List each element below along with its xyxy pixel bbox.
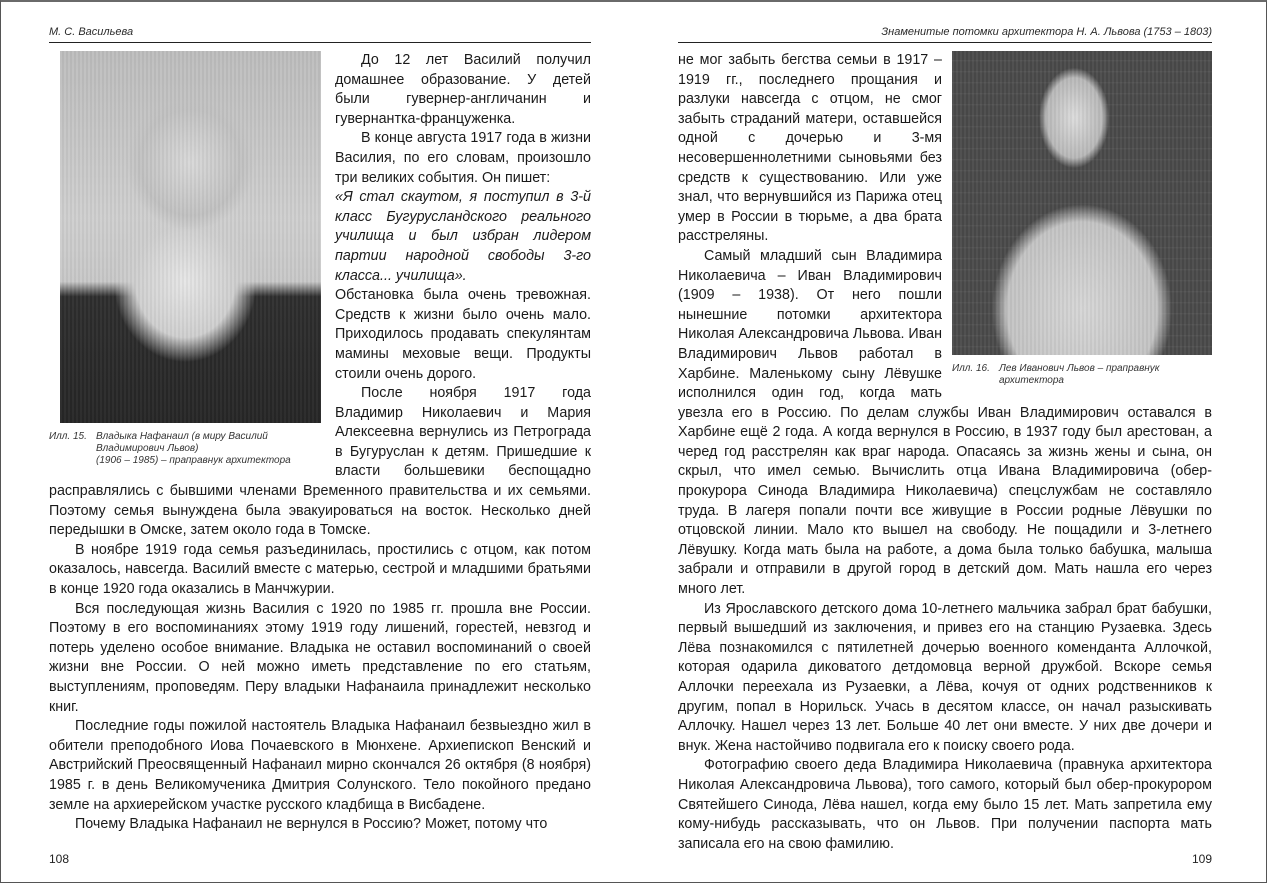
figure-15-caption bbox=[49, 431, 321, 467]
portrait-photo-nafanail bbox=[60, 51, 321, 423]
running-head-left: М. С. Васильева bbox=[49, 26, 591, 43]
quote-paragraph: «Я стал скаутом, я поступил в 3-й класс Бугурусландского реального училища и был избран лидером партии народной свободы 3-го класса... училища». bbox=[335, 189, 591, 284]
right-page-body bbox=[678, 51, 1212, 854]
paragraph: не мог забыть бегства семьи в 1917 – 1919 гг., последнего прощания и разлуки навсегда с отцом, не смог забыть страданий матери, оставшейся одной с дочерью и 3-мя несовершеннолетними сыновьями без средств к существованию. Или уже знал, что вернувшийся из Парижа отец умер в России в тюрьме, а два брата расстреляны. bbox=[678, 52, 942, 245]
figure-16-caption bbox=[952, 363, 1212, 387]
caption-line: Владыка Нафанаил (в миру Василий bbox=[96, 431, 268, 442]
figure-15 bbox=[49, 51, 321, 467]
left-page bbox=[49, 2, 591, 882]
caption-line: Лев Иванович Львов – праправнук bbox=[999, 363, 1160, 374]
page-number-right: 109 bbox=[1191, 852, 1212, 866]
paragraph: До 12 лет Василий получил домашнее образование. У детей были гувернер-англичанин и гувернантка-француженка. bbox=[335, 52, 591, 127]
paragraph: Почему Владыка Нафанаил не вернулся в Россию? Может, потому что bbox=[75, 816, 548, 833]
paragraph: В конце августа 1917 года в жизни Василия, по его словам, произошло три великих события. Он пишет: bbox=[335, 130, 591, 186]
paragraph: Вся последующая жизнь Василия с 1920 по 1985 гг. прошла вне России. Поэтому в его воспоминаниях этому 1919 году лишений, горестей, невзгод и потерь уделено особое внимание. Владыка не оставил воспоминаний о своей жизни вне России. О ней можно иметь представление по его статьям, выступлениям, проповедям. Перу владыки Нафанаила принадлежит несколько книг. bbox=[49, 600, 591, 715]
paragraph: В ноябре 1919 года семья разъединилась, простились с отцом, как потом оказалось, навсегда. Василий вместе с матерью, сестрой и младшими братьями в конце 1920 года оказались в Манчжурии. bbox=[49, 541, 591, 598]
left-page-body bbox=[49, 51, 591, 835]
paragraph: Самый младший сын Владимира Николаевича – Иван Владимирович (1909 – 1938). От него пошли нынешние потомки архитектора Николая Александровича Львова. Иван Владимирович Львов работал в Харбине. Маленькому сыну Лёвушке исполнился один год, когда мать увезла его в Россию. По делам службы Иван Владимирович оставался в Харбине ещё 2 года. А когда вернулся в Россию, в 1937 году был арестован, а черед год расстрелян как враг народа. Опасаясь за жизнь жены и сына, он скрыл, что имел семью. Вычислить отца Ивана Владимировича (обер-прокурора Синода Владимира Николаевича) спецслужбам не составляло труда. В лагеря попали почти все живущие в России родные Лёвушки по отцовской линии. Мало кто вышел на свободу. Не пощадили и 3-летнего Лёвушку. Когда мать была на работе, а дома была только бабушка, малыша забрали и отправили в другой город в детский дом. Мать нашла его через много лет. bbox=[678, 247, 1212, 598]
paragraph: После ноября 1917 года Владимир Николаевич и Мария Алексеевна вернулись из Петрограда в Бугуруслан к детям. Пришедшие к власти большевики беспощадно расправлялись с бывшими членами Временного правительства и их семьями. Поэтому семья вынуждена была эвакуироваться на восток. Несколько дней передышки в Омске, затем около года в Томске. bbox=[49, 385, 591, 539]
caption-line: архитектора bbox=[999, 375, 1064, 386]
caption-line: Владимирович Львов) bbox=[96, 443, 199, 454]
running-head-right: Знаменитые потомки архитектора Н. А. Львова (1753 – 1803) bbox=[678, 26, 1212, 43]
right-page bbox=[678, 2, 1212, 882]
page-number-left: 108 bbox=[49, 852, 70, 866]
paragraph: Обстановка была очень тревожная. Средств к жизни было очень мало. Приходилось продавать спекулянтам мамины меховые вещи. Продукты стоили очень дорого. bbox=[335, 287, 591, 382]
paragraph: Из Ярославского детского дома 10-летнего мальчика забрал брат бабушки, первый вышедший из заключения, и привез его на станцию Рузаевка. Здесь Лёва познакомился с пятилетней дочерью военного коменданта Аллочкой, которая одарила диковатого детдомовца верной дружбой. Вскоре семья Аллочки переехала из Рузаевки, а Лёва, кочуя от одних родственников к другим, попал в Норильск. Учась в десятом классе, он начал разыскивать Аллочку. Нашел через 13 лет. Больше 40 лет они вместе. У них две дочери и внук. Жена настойчиво подвигала его к поиску своего рода. bbox=[678, 600, 1212, 754]
paragraph: Последние годы пожилой настоятель Владыка Нафанаил безвыездно жил в обители преподобного Иова Почаевского в Мюнхене. Архиепископ Венский и Австрийский Преосвященный Нафанаил мирно скончался 26 октября (8 ноября) 1985 г. в день Великомученика Дмитрия Солунского. Тело покойного предано земле на архиерейском участке русского кладбища в Висбадене. bbox=[49, 718, 591, 813]
paragraph: Фотографию своего деда Владимира Николаевича (правнука архитектора Николая Александровича Львова), того самого, который был обер-прокурором Святейшего Синода, Лёва нашел, когда ему было 15 лет. Мать запретила ему кому-нибудь рассказывать, что он Львов. При получении паспорта мать записала его на свою фамилию. bbox=[678, 757, 1212, 852]
portrait-photo-lev bbox=[952, 51, 1212, 355]
figure-label: Илл. 15. bbox=[49, 431, 87, 442]
caption-line: (1906 – 1985) – праправнук архитектора bbox=[96, 455, 291, 466]
figure-16 bbox=[952, 51, 1212, 387]
figure-label: Илл. 16. bbox=[952, 363, 990, 374]
